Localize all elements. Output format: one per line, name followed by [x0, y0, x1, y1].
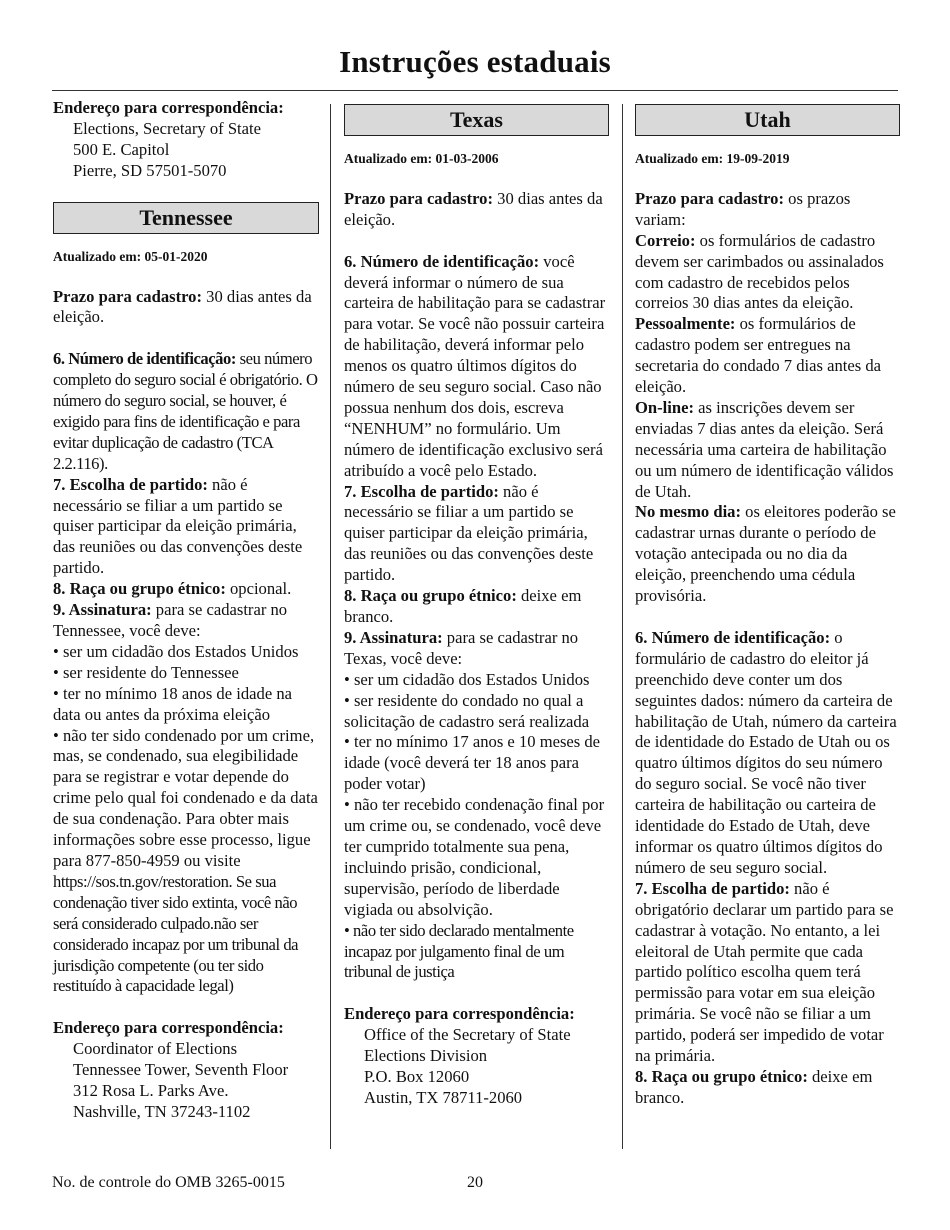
- address-line: Coordinator of Elections: [73, 1039, 238, 1059]
- tx-mail-label: Endereço para correspondência:: [344, 1004, 575, 1024]
- tn-mail-label: Endereço para correspondência:: [53, 1018, 284, 1038]
- race-section: 8. Raça ou grupo étnico: deixe em branco.: [344, 586, 582, 626]
- address-line: P.O. Box 12060: [364, 1066, 470, 1086]
- sd-mail-label: Endereço para correspondência:: [53, 98, 284, 117]
- in-person-deadline: Pessoalmente: os formulários de cadastro podem ser entregues na secretaria do condado 7 dias antes da eleição.: [635, 314, 882, 397]
- state-header-texas: Texas: [344, 104, 609, 136]
- bullet: • ser residente do Tennessee: [53, 662, 239, 682]
- bullet: • ser residente do condado no qual a solicitação de cadastro será realizada: [344, 690, 590, 731]
- column-left: [53, 98, 319, 1123]
- signature-section: 9. Assinatura: para se cadastrar no Texas, você deve:: [344, 627, 579, 668]
- bullet: • ser um cidadão dos Estados Unidos: [344, 669, 590, 689]
- bullet: • ser um cidadão dos Estados Unidos: [53, 641, 299, 661]
- tn-address: [53, 1039, 319, 1123]
- online-deadline: On-line: as inscrições devem ser enviadas 7 dias antes da eleição. Será necessária uma carteira de habilitação ou um número de identificação válidos de Utah.: [635, 397, 894, 501]
- column-divider-1: [330, 104, 331, 1149]
- updated-date: Atualizado em: 05-01-2020: [53, 248, 208, 264]
- state-header-utah: Utah: [635, 104, 900, 136]
- updated-date: Atualizado em: 01-03-2006: [344, 151, 499, 166]
- bullet: • ter no mínimo 18 anos de idade na data ou antes da próxima eleição: [53, 683, 292, 724]
- deadline: Prazo para cadastro: os prazos variam:: [635, 188, 851, 229]
- deadline: Prazo para cadastro: 30 dias antes da eleição.: [344, 188, 603, 229]
- page-title: Instruções estaduais: [339, 44, 611, 79]
- address-line: Office of the Secretary of State: [364, 1025, 571, 1045]
- column-right: [635, 98, 900, 1109]
- id-section: 6. Número de identificação: você deverá informar o número de sua carteira de habilitação para se cadastrar para votar. Se você não possuir carteira de habilitação, deverá informar pelo menos os quatro últimos dígitos do número de seu seguro social. Caso não possua nenhum dos dois, escreva “NENHUM” no formulário. Um número de identificação exclusivo será atribuído a você pelo Estado.: [344, 251, 606, 480]
- updated-date: Atualizado em: 19-09-2019: [635, 151, 790, 166]
- address-line: Elections, Secretary of State: [73, 118, 261, 138]
- same-day-deadline: No mesmo dia: os eleitores poderão se cadastrar urnas durante o período de votação antecipada ou no dia da eleição, preenchendo uma cédula provisória.: [635, 502, 896, 606]
- bullet: • não ter sido declarado mentalmente incapaz por julgamento final de um tribunal de justiça: [344, 920, 574, 982]
- mail-deadline: Correio: os formulários de cadastro devem ser carimbados ou assinalados com cadastro de recebidos pelos correios 30 dias antes da eleição.: [635, 230, 884, 313]
- address-line: Austin, TX 78711-2060: [364, 1087, 523, 1107]
- id-section: 6. Número de identificação: o formulário de cadastro do eleitor já preenchido deve conter um dos seguintes dados: número da carteira de habilitação de Utah, número da carteira de identidade do Estado de Utah ou os quatro últimos dígitos do seu número do seguro social. Se você não tiver carteira de habilitação ou carteira de identidade do Estado de Utah, deve informar os quatro últimos dígitos do número de seu seguro social.: [635, 627, 897, 877]
- address-line: 312 Rosa L. Parks Ave.: [73, 1080, 229, 1100]
- party-section: 7. Escolha de partido: não é obrigatório declarar um partido para se cadastrar à votação. No entanto, a lei eleitoral de Utah permite que cada partido político escolha quem terá permissão para votar em sua eleição primária. Se você não se filiar a um partido, poderá ser impedido de votar na primária.: [635, 878, 894, 1066]
- race-section: 8. Raça ou grupo étnico: deixe em branco.: [635, 1066, 873, 1107]
- race-section: 8. Raça ou grupo étnico: opcional.: [53, 579, 292, 599]
- sd-address: [53, 119, 319, 182]
- bullet: • ter no mínimo 17 anos e 10 meses de idade (você deverá ter 18 anos para poder votar): [344, 732, 601, 794]
- tn-id-section: 6. Número de identificação: seu número completo do seguro social é obrigatório. O número do seguro social, se houver, é exigido para fins de identificação e para evitar duplicação de cadastro (TCA 2.2.116).: [53, 349, 318, 473]
- column-divider-2: [622, 104, 623, 1149]
- address-line: Nashville, TN 37243-1102: [73, 1101, 251, 1121]
- address-line: Tennessee Tower, Seventh Floor: [73, 1060, 289, 1080]
- state-header-tennessee: Tennessee: [53, 202, 319, 234]
- tx-address: [344, 1025, 609, 1109]
- party-section: 7. Escolha de partido: não é necessário se filiar a um partido se quiser participar da eleição primária, das reuniões ou das convenções deste partido.: [53, 474, 303, 578]
- address-line: 500 E. Capitol: [73, 139, 170, 159]
- bullet: • não ter sido condenado por um crime, mas, se condenado, sua elegibilidade para se registrar e votar depende do crime pelo qual foi condenado e da data de sua condenação. Para obter mais informações sobre esse processo, ligue para 877-850-4959 ou visite https://sos.tn.gov/restoration. Se sua condenação tiver sido extinta, você não será considerado culpado.não ser considerado incapaz por um tribunal da jurisdição competente (ou ter sido restituído à capacidade legal): [53, 725, 318, 996]
- omb-control-number: No. de controle do OMB 3265-0015: [52, 1174, 285, 1191]
- page-number: 20: [467, 1174, 483, 1191]
- signature-section: 9. Assinatura: para se cadastrar no Tennessee, você deve:: [53, 600, 288, 640]
- party-section: 7. Escolha de partido: não é necessário se filiar a um partido se quiser participar da eleição primária, das reuniões ou das convenções deste partido.: [344, 481, 594, 585]
- bullet: • não ter recebido condenação final por um crime ou, se condenado, você deve ter cumprido totalmente sua pena, incluindo prisão, condicional, supervisão, período de liberdade vigiada ou absolvição.: [344, 795, 605, 919]
- address-line: Elections Division: [364, 1046, 488, 1066]
- deadline: Prazo para cadastro: 30 dias antes da eleição.: [53, 286, 312, 327]
- address-line: Pierre, SD 57501-5070: [73, 160, 227, 180]
- title-rule: [52, 90, 898, 91]
- column-middle: [344, 98, 609, 1109]
